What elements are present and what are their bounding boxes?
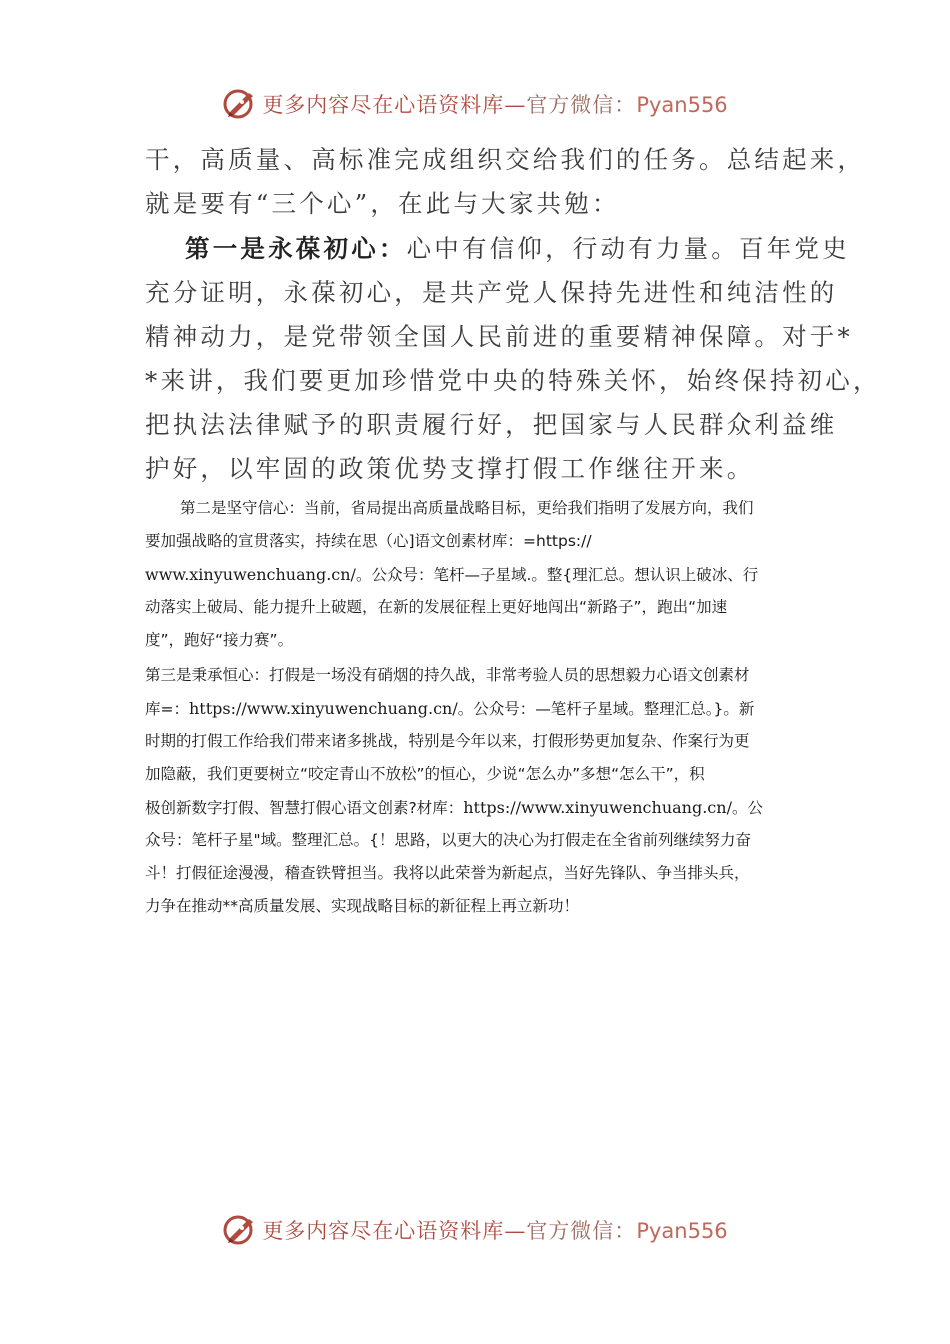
header-handle: Pyan556 — [636, 93, 728, 117]
section3-line-2-pre: 库=： — [145, 700, 189, 718]
section3-line-5-rest: 。公 — [731, 799, 763, 817]
header-dash: — — [504, 93, 527, 117]
footer-official: 官方微信： — [526, 1219, 637, 1243]
section1-line-1 — [185, 227, 865, 271]
header-brand: 更多内容尽在心语资料库 — [262, 93, 505, 117]
header-text — [262, 89, 727, 119]
pen-logo-icon — [222, 1212, 258, 1248]
section1-line-2: 充分证明，永葆初心，是共产党人保持先进性和纯洁性的 — [145, 278, 838, 307]
section3-line-7: 斗！打假征途漫漫，稽查铁臂担当。我将以此荣誉为新起点，当好先锋队、争当排头兵， — [145, 864, 750, 882]
section1-line-3: 精神动力，是党带领全国人民前进的重要精神保障。对于* — [145, 322, 853, 351]
section3-line-5 — [145, 791, 815, 825]
section3-line-2 — [145, 692, 815, 726]
section1-line-4: *来讲，我们要更加珍惜党中央的特殊关怀，始终保持初心， — [145, 366, 881, 395]
pen-logo-icon — [222, 86, 258, 122]
footer-brand: 更多内容尽在心语资料库 — [262, 1219, 505, 1243]
section3-line-2-rest: 。公众号：—笔杆子星域。整理汇总。}。新 — [457, 700, 755, 718]
section2-line-3 — [145, 558, 815, 592]
section3-line-8: 力争在推动**高质量发展、实现战略目标的新征程上再立新功！ — [145, 897, 580, 915]
footer-text — [262, 1215, 727, 1245]
footer-banner — [0, 1210, 950, 1250]
section2-url: www.xinyuwenchuang.cn/ — [145, 565, 356, 584]
section1-line-6: 护好，以牢固的政策优势支撑打假工作继往开来。 — [145, 454, 755, 483]
section2-line-3-rest: 。公众号：笔杆—子星域.。整{理汇总。想认识上破冰、行 — [355, 566, 759, 584]
intro-line-1: 干，高质量、高标准完成组织交给我们的任务。总结起来， — [145, 145, 866, 174]
footer-handle: Pyan556 — [636, 1219, 728, 1243]
section2-line-1: 第二是坚守信心：当前，省局提出高质量战略目标，更给我们指明了发展方向，我们 — [180, 499, 754, 517]
intro-line-2: 就是要有“三个心”，在此与大家共勉： — [145, 189, 620, 218]
section3-line-1: 第三是秉承恒心：打假是一场没有硝烟的持久战，非常考验人员的思想毅力心语文创素材 — [145, 666, 750, 684]
section2-line-5: 度”，跑好“接力赛”。 — [145, 631, 294, 649]
footer-dash: — — [504, 1219, 527, 1243]
section1-heading: 第一是永葆初心： — [185, 234, 407, 263]
section1-line-5: 把执法法律赋予的职责履行好，把国家与人民群众利益维 — [145, 410, 838, 439]
section2-line-2: 要加强战略的宣贯落实，持续在思（心]语文创素材库：=https:// — [145, 532, 592, 550]
header-official: 官方微信： — [526, 93, 637, 117]
section3-url-1: https://www.xinyuwenchuang.cn/ — [189, 699, 458, 718]
section3-line-4: 加隐蔽，我们更要树立“咬定青山不放松”的恒心，少说“怎么办”多想“怎么干”，积 — [145, 765, 705, 783]
section3-url-2: https://www.xinyuwenchuang.cn/ — [463, 798, 732, 817]
section1-line-1-rest: 心中有信仰，行动有力量。百年党史 — [406, 234, 850, 263]
section3-line-3: 时期的打假工作给我们带来诸多挑战，特别是今年以来，打假形势更加复杂、作案行为更 — [145, 732, 750, 750]
header-banner — [0, 84, 950, 124]
section3-line-5-pre: 极创新数字打假、智慧打假心语文创素?材库： — [145, 799, 464, 817]
section2-line-4: 动落实上破局、能力提升上破题，在新的发展征程上更好地闯出“新路子”，跑出“加速 — [145, 598, 728, 616]
section3-line-6: 众号：笔杆子星"域。整理汇总。{！思路，以更大的决心为打假走在全省前列继续努力奋 — [145, 831, 751, 849]
